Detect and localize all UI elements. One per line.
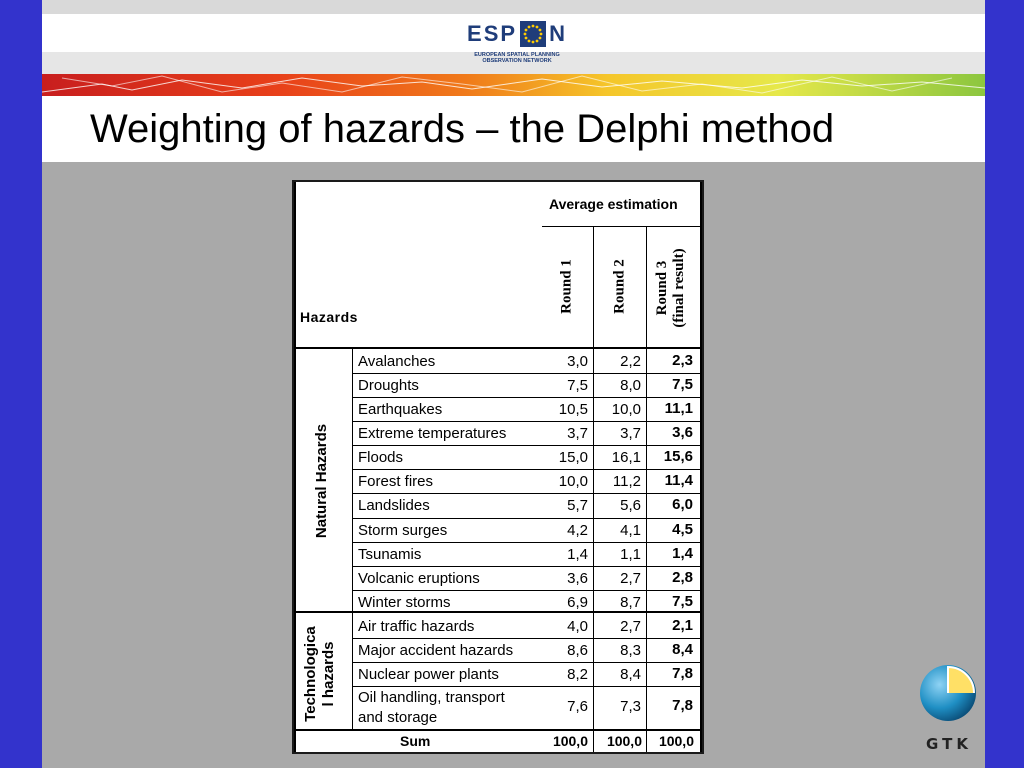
round1-value: 15,0 bbox=[558, 449, 588, 466]
round3-value: 7,8 bbox=[672, 665, 693, 682]
round3-value: 2,1 bbox=[672, 617, 693, 634]
round2-value: 8,7 bbox=[620, 594, 641, 611]
round3-value: 1,4 bbox=[672, 545, 693, 562]
espon-logo-text-left: ESP bbox=[467, 21, 518, 46]
row-line bbox=[352, 590, 702, 591]
round2-value: 5,6 bbox=[620, 497, 641, 514]
round1-value: 10,5 bbox=[558, 401, 588, 418]
hazard-name: Air traffic hazards bbox=[358, 618, 475, 635]
eu-stars-icon bbox=[520, 21, 546, 47]
round3-value: 4,5 bbox=[672, 521, 693, 538]
table-right-border bbox=[700, 182, 702, 752]
col-divider-r1-header bbox=[593, 226, 594, 348]
hazard-weighting-table bbox=[292, 180, 704, 754]
round1-value: 4,2 bbox=[567, 522, 588, 539]
slide-title: Weighting of hazards – the Delphi method bbox=[90, 107, 835, 151]
gtk-logo-text: GTK bbox=[926, 735, 972, 753]
round2-value: 16,1 bbox=[611, 449, 641, 466]
header-bottom-line bbox=[294, 347, 702, 349]
header-top-band bbox=[42, 0, 985, 14]
header-round-3-line2: (final result) bbox=[671, 248, 687, 328]
round3-value: 15,6 bbox=[663, 448, 693, 465]
hazard-name: Extreme temperatures bbox=[358, 425, 507, 442]
hazard-name: Earthquakes bbox=[358, 401, 443, 418]
group-label-tech-line2: l hazards bbox=[320, 641, 337, 707]
espon-logo bbox=[467, 16, 567, 72]
round3-value: 7,8 bbox=[672, 697, 693, 714]
sum-round2: 100,0 bbox=[606, 733, 642, 749]
round3-value: 7,5 bbox=[672, 593, 693, 610]
row-line bbox=[352, 445, 702, 446]
round2-value: 1,1 bbox=[620, 546, 641, 563]
row-line bbox=[352, 421, 702, 422]
hazard-name: Landslides bbox=[358, 497, 430, 514]
round3-value: 2,8 bbox=[672, 569, 693, 586]
header-round-1: Round 1 bbox=[558, 259, 575, 314]
table-left-border bbox=[294, 182, 296, 752]
row-line bbox=[352, 493, 702, 494]
round2-value: 8,4 bbox=[620, 666, 641, 683]
hazard-name: Major accident hazards bbox=[358, 642, 514, 659]
gtk-globe-icon bbox=[919, 662, 979, 724]
round2-value: 3,7 bbox=[620, 425, 641, 442]
hazard-name: Tsunamis bbox=[358, 546, 422, 563]
row-line bbox=[352, 638, 702, 639]
round1-value: 1,4 bbox=[567, 546, 588, 563]
round3-value: 8,4 bbox=[672, 641, 693, 658]
sum-round1: 100,0 bbox=[552, 733, 588, 749]
header-average-estimation: Average estimation bbox=[549, 196, 678, 212]
espon-logo-text-right: N bbox=[549, 21, 567, 46]
round2-value: 4,1 bbox=[620, 522, 641, 539]
round3-value: 3,6 bbox=[672, 424, 693, 441]
group-label-technological bbox=[302, 619, 338, 729]
hazard-name-line1: Oil handling, transport bbox=[358, 689, 505, 706]
round1-value: 8,6 bbox=[567, 642, 588, 659]
hazard-name: Forest fires bbox=[358, 473, 434, 490]
row-line bbox=[352, 542, 702, 543]
sum-label: Sum bbox=[400, 733, 431, 749]
round3-value: 11,4 bbox=[664, 472, 693, 489]
espon-logo-subtitle-2: OBSERVATION NETWORK bbox=[482, 58, 552, 64]
hazard-name: Volcanic eruptions bbox=[358, 570, 480, 587]
round3-value: 11,1 bbox=[664, 400, 693, 417]
row-line bbox=[352, 662, 702, 663]
round1-value: 8,2 bbox=[567, 666, 588, 683]
sum-top-line bbox=[294, 729, 702, 731]
header-round-3-line1: Round 3 bbox=[654, 260, 670, 316]
round2-value: 8,3 bbox=[620, 642, 641, 659]
header-hazards: Hazards bbox=[300, 309, 358, 325]
gtk-logo bbox=[919, 662, 979, 757]
group-label-divider bbox=[352, 348, 353, 730]
row-line bbox=[352, 373, 702, 374]
round3-value: 2,3 bbox=[672, 352, 693, 369]
header-group-underline bbox=[542, 226, 700, 227]
round1-value: 10,0 bbox=[558, 473, 588, 490]
round1-value: 4,0 bbox=[567, 618, 588, 635]
round3-value: 7,5 bbox=[672, 376, 693, 393]
hazard-name-line2: and storage bbox=[358, 709, 438, 726]
col-divider-r2-header bbox=[646, 226, 647, 348]
hazard-name: Storm surges bbox=[358, 522, 448, 539]
round1-value: 3,6 bbox=[567, 570, 588, 587]
round1-value: 5,7 bbox=[567, 497, 588, 514]
round3-value: 6,0 bbox=[672, 496, 693, 513]
group-label-tech-line1: Technologica bbox=[302, 626, 319, 722]
header-round-2: Round 2 bbox=[611, 259, 628, 314]
row-line bbox=[352, 397, 702, 398]
round2-value: 7,3 bbox=[620, 698, 641, 715]
hazard-name: Floods bbox=[358, 449, 404, 466]
sum-round3: 100,0 bbox=[658, 733, 694, 749]
round1-value: 6,9 bbox=[567, 594, 588, 611]
round2-value: 2,7 bbox=[620, 570, 641, 587]
row-line bbox=[352, 686, 702, 687]
round1-value: 3,0 bbox=[567, 353, 588, 370]
col-divider-r2 bbox=[646, 348, 647, 752]
header-round-3 bbox=[654, 233, 690, 343]
europe-map-strip bbox=[42, 74, 985, 96]
group-label-natural: Natural Hazards bbox=[313, 423, 330, 539]
col-divider-r1 bbox=[593, 348, 594, 752]
row-line bbox=[352, 518, 702, 519]
round1-value: 7,5 bbox=[567, 377, 588, 394]
row-line bbox=[352, 566, 702, 567]
hazard-name: Winter storms bbox=[358, 594, 451, 611]
title-band bbox=[42, 96, 985, 162]
hazard-name: Droughts bbox=[358, 377, 419, 394]
hazard-name: Nuclear power plants bbox=[358, 666, 499, 683]
round2-value: 8,0 bbox=[620, 377, 641, 394]
round2-value: 10,0 bbox=[611, 401, 641, 418]
round2-value: 2,7 bbox=[620, 618, 641, 635]
round1-value: 7,6 bbox=[567, 698, 588, 715]
espon-logo-subtitle-1: EUROPEAN SPATIAL PLANNING bbox=[474, 52, 560, 58]
round2-value: 2,2 bbox=[620, 353, 641, 370]
row-line bbox=[352, 469, 702, 470]
slide bbox=[42, 0, 985, 768]
round1-value: 3,7 bbox=[567, 425, 588, 442]
round2-value: 11,2 bbox=[612, 473, 641, 490]
hazard-name: Avalanches bbox=[358, 353, 436, 370]
